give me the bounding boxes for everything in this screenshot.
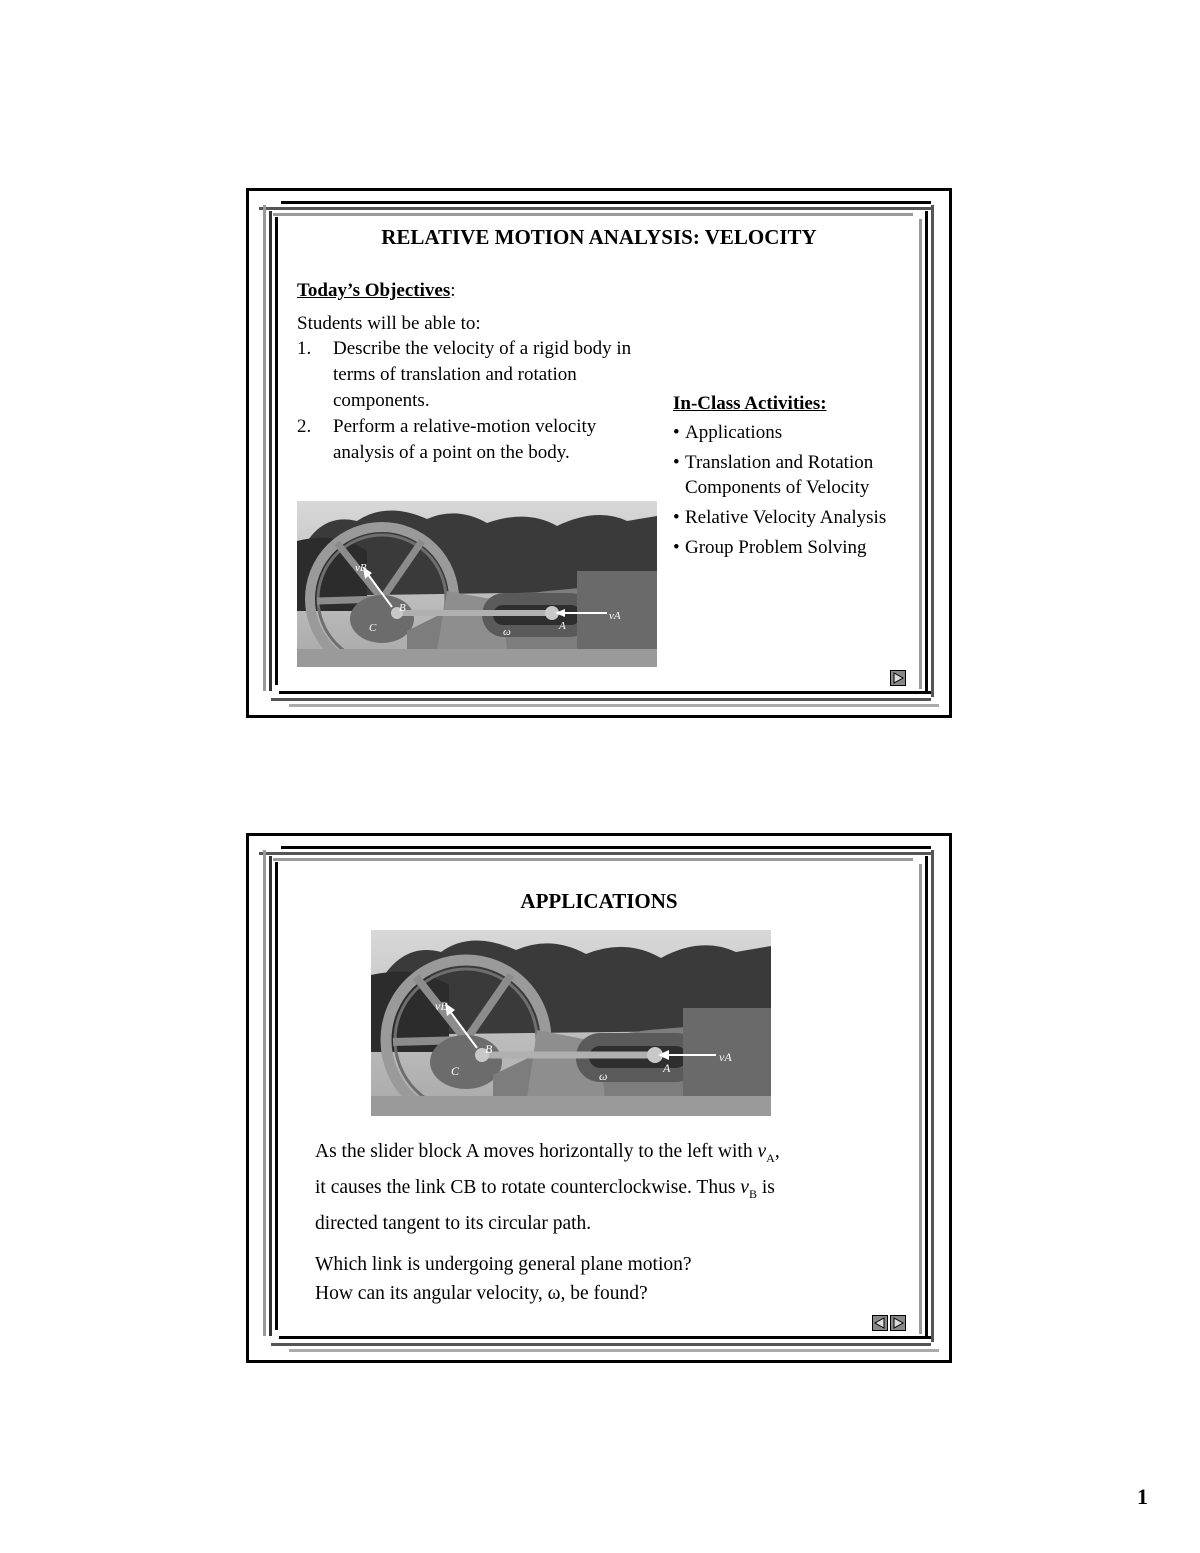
frame-bar	[263, 205, 266, 691]
frame-bar	[919, 864, 922, 1334]
objective-item: 2. Perform a relative-motion velocity analysis of a point on the body.	[297, 416, 597, 463]
label-c: C	[451, 1064, 460, 1078]
activity-item: • Translation and Rotation Components of Velocity	[673, 452, 874, 498]
label-vb: vB	[435, 999, 448, 1013]
activity-item: • Group Problem Solving	[673, 537, 867, 558]
flywheel-photo	[297, 501, 657, 667]
activity-item: • Relative Velocity Analysis	[673, 507, 887, 528]
flywheel-photo	[371, 930, 771, 1116]
frame-bar	[269, 856, 272, 1336]
activities-heading: In-Class Activities:	[673, 393, 827, 414]
label-va: vA	[719, 1050, 732, 1064]
frame-bar	[281, 201, 931, 204]
label-omega: ω	[503, 626, 511, 638]
frame-bar	[275, 217, 278, 685]
objectives-heading: Today’s Objectives:	[297, 280, 456, 301]
frame-bar	[279, 691, 931, 694]
label-c: C	[369, 622, 377, 634]
frame-bar	[281, 846, 931, 849]
frame-bar	[259, 207, 931, 210]
objectives-intro: Students will be able to:	[297, 313, 481, 334]
frame-bar	[925, 856, 928, 1336]
objective-item: 1. Describe the velocity of a rigid body in terms of translation and rotation components.	[297, 338, 632, 411]
back-icon	[873, 1316, 887, 1330]
applications-paragraph: As the slider block A moves horizontally to the left with $v_A$, it causes the link CB to rotate counterclockwise. Thus $v_B$ is directed tangent to its circular path.	[315, 1141, 780, 1234]
frame-bar	[273, 858, 913, 861]
label-b: B	[399, 602, 406, 614]
label-vb: vB	[355, 562, 367, 574]
question-1: Which link is undergoing general plane motion?	[315, 1254, 692, 1275]
label-va: vA	[609, 610, 621, 622]
slide-title: RELATIVE MOTION ANALYSIS: VELOCITY	[381, 225, 817, 249]
question-paragraph	[315, 1250, 905, 1308]
frame-bar	[263, 850, 266, 1336]
frame-bar	[273, 213, 913, 216]
frame-bar	[271, 1343, 931, 1346]
next-slide-button[interactable]	[890, 670, 906, 686]
play-icon	[891, 671, 905, 685]
label-b: B	[485, 1042, 493, 1056]
frame-bar	[269, 211, 272, 691]
slide-2	[246, 833, 952, 1363]
slide-1	[246, 188, 952, 718]
frame-bar	[279, 1336, 931, 1339]
play-icon	[891, 1316, 905, 1330]
question-2: How can its angular velocity, ω, be found?	[315, 1283, 648, 1304]
label-a: A	[663, 1061, 671, 1075]
previous-slide-button[interactable]	[872, 1315, 888, 1331]
frame-bar	[289, 704, 939, 707]
activity-item: • Applications	[673, 422, 783, 443]
label-omega: ω	[599, 1069, 608, 1083]
next-slide-button[interactable]	[890, 1315, 906, 1331]
frame-bar	[289, 1349, 939, 1352]
frame-bar	[931, 850, 934, 1342]
activities-list	[673, 420, 933, 565]
slide-title: APPLICATIONS	[520, 889, 678, 913]
page-number: 1	[1137, 1484, 1148, 1509]
frame-bar	[275, 862, 278, 1330]
frame-bar	[271, 698, 931, 701]
frame-bar	[259, 852, 931, 855]
objectives-list	[297, 336, 637, 466]
label-a: A	[559, 620, 566, 632]
